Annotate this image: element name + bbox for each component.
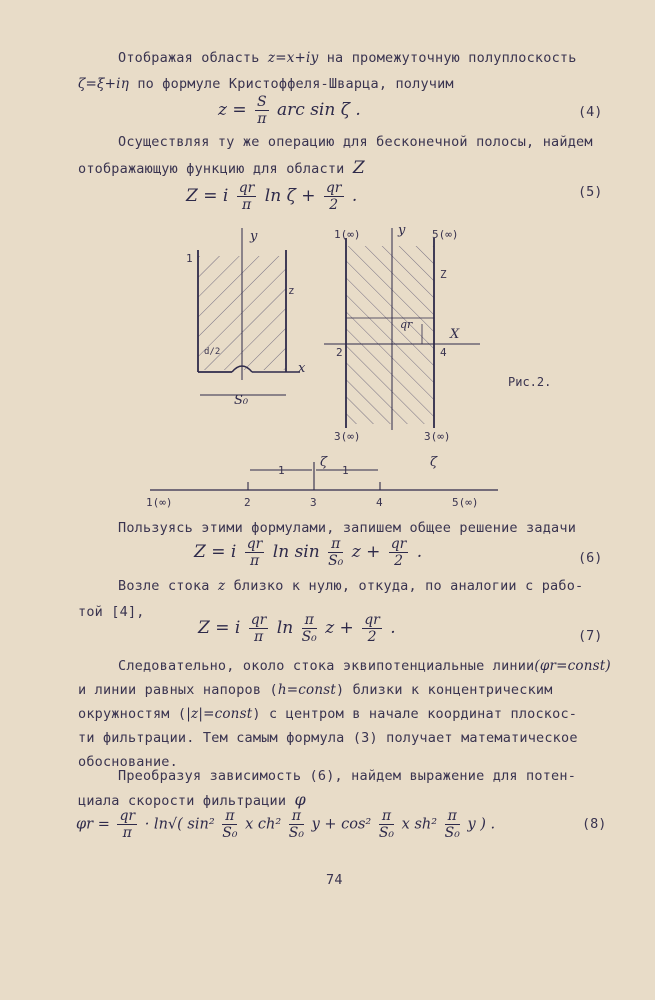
text-line: той [4], <box>78 604 145 620</box>
text-line: Осуществляя ту же операцию для бесконечной полосы, найдем <box>118 134 593 150</box>
point-label: 2 <box>336 346 343 359</box>
tick-label: 5(∞) <box>452 496 479 509</box>
segment-label: 1 <box>342 464 349 477</box>
tick-label: 1(∞) <box>146 496 173 509</box>
text-line: Возле стока z близко к нулю, откуда, по аналогии с рабо- <box>118 578 584 594</box>
plane-label: ζ <box>430 455 438 470</box>
math-inline: Z <box>352 158 365 178</box>
dim-label: d/2 <box>204 347 221 357</box>
equation-5: Z = i $\frac{qr}{\pi}$ ln ζ + $\frac{qr}{2}$ . <box>186 180 358 213</box>
math-inline: h=const <box>277 682 337 698</box>
tick-label: 4 <box>376 496 383 509</box>
axis-label: y <box>398 223 406 238</box>
equation-number: (4) <box>578 104 603 120</box>
tick-label: 3 <box>310 496 317 509</box>
corner-label: 3(∞) <box>334 430 361 443</box>
axis-label: y <box>250 229 258 244</box>
text-line: Следовательно, около стока эквипотенциальные линии(φr=const) <box>118 658 611 674</box>
equation-6: Z = i $\frac{qr}{\pi}$ ln sin $\frac{\pi}{\text{S₀}}$ z + $\frac{qr}{2}$ . <box>194 536 423 569</box>
text-line: ти фильтрации. Тем самым формула (3) получает математическое <box>78 730 578 746</box>
text-line: Преобразуя зависимость (6), найдем выражение для потен- <box>118 768 577 784</box>
tick-label: 2 <box>244 496 251 509</box>
math-inline: z <box>217 578 226 594</box>
text-line: циала скорости фильтрации φ <box>78 790 306 809</box>
equation-number: (5) <box>578 184 603 200</box>
equation-7: Z = i $\frac{qr}{\pi}$ ln $\frac{\pi}{\text{S₀}}$ z + $\frac{qr}{2}$ . <box>198 612 396 645</box>
text-line: отображающую функцию для области Z <box>78 158 365 178</box>
math-inline: z=x+iy <box>267 50 319 66</box>
plane-label: ζ <box>320 455 328 470</box>
equation-4: z = $\frac{S}{\pi}$ arc sin ζ . <box>218 94 361 127</box>
text-line: ζ=ξ+iη по формуле Кристоффеля-Шварца, получим <box>78 76 454 92</box>
flux-label: qr <box>400 318 413 331</box>
text-line: Отображая область z=x+iy на промежуточную полуплоскость <box>118 50 577 66</box>
axis-label: x <box>298 361 306 376</box>
region-label: z <box>288 284 295 297</box>
text-line: Пользуясь этими формулами, запишем общее решение задачи <box>118 520 577 536</box>
equation-number: (8) <box>582 816 607 832</box>
text-line: окружностям (|z|=const) с центром в начале координат плоскос- <box>78 706 578 722</box>
axis-label: X <box>450 327 460 342</box>
text-line: и линии равных напоров (h=const) близки к концентрическим <box>78 682 553 698</box>
math-inline: φ <box>294 790 306 809</box>
point-label: 1 <box>186 252 193 265</box>
point-label: 4 <box>440 346 447 359</box>
figure-caption: Рис.2. <box>508 375 552 389</box>
equation-8: φr = $\frac{qr}{\pi}$ · ln√( sin² $\frac{\pi}{\text{S₀}}$ x ch² $\frac{\pi}{\text{S₀}}$ y + cos² $\frac{\pi}{\text{S₀}}$ x sh² $\frac{\pi}{\text{S₀}}$ y ) . <box>76 808 496 841</box>
corner-label: 1(∞) <box>334 228 361 241</box>
math-inline: ζ=ξ+iη <box>78 76 129 92</box>
math-inline: (φr=const) <box>534 658 611 674</box>
math-inline: |z|=const <box>186 706 253 722</box>
text-line: обоснование. <box>78 754 178 770</box>
equation-number: (6) <box>578 550 603 566</box>
equation-number: (7) <box>578 628 603 644</box>
corner-label: 5(∞) <box>432 228 459 241</box>
segment-label: 1 <box>278 464 285 477</box>
corner-label: 3(∞) <box>424 430 451 443</box>
region-label: Z <box>440 268 447 281</box>
page-number: 74 <box>326 872 343 888</box>
right-diagram <box>324 223 480 470</box>
zeta-axis <box>146 455 498 509</box>
left-diagram <box>186 228 306 408</box>
dim-label: S₀ <box>234 393 249 408</box>
